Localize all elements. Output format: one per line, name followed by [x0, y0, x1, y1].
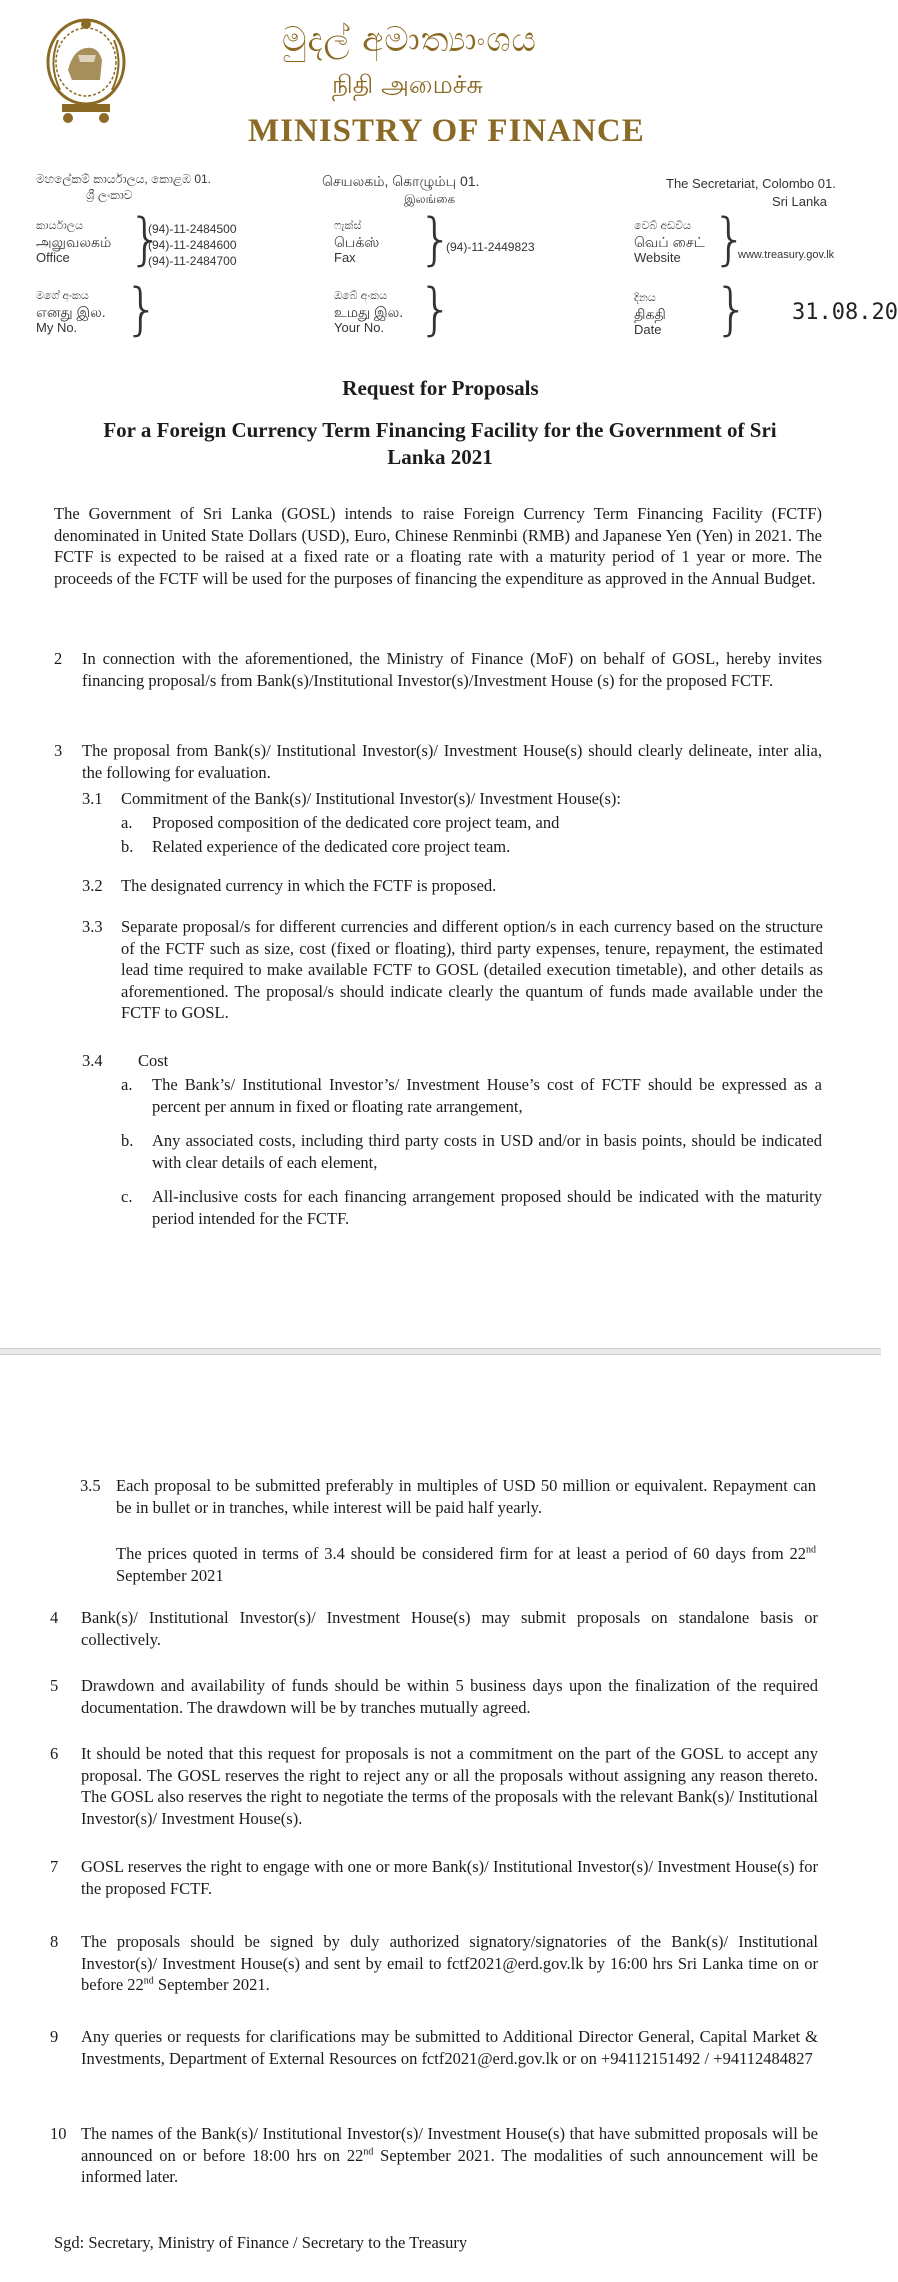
para-5-number: 5: [50, 1676, 59, 1695]
office-phone-3: (94)-11-2484700: [148, 254, 237, 268]
section-3-3-text: Separate proposal/s for different currencies and different option/s in each currency based on the structure of the FCTF such as size, cost (fixed or floating), third party expenses, tenure, repayment, the estimated lead time required to make available FCTF to GOSL (detailed execution timetable), and other details as aforementioned. The proposal/s should indicate clearly the quantum of funds made available under the FCTF to GOSL.: [121, 917, 823, 1022]
date-value: 31.08.20: [792, 300, 898, 325]
fax-brace: }: [418, 207, 454, 272]
address-tamil-line2: இலங்கை: [404, 192, 456, 206]
document-subtitle: For a Foreign Currency Term Financing Facility for the Government of Sri Lanka 2021: [103, 418, 777, 469]
para-3-text: The proposal from Bank(s)/ Institutional Investor(s)/ Investment House(s) should clearly delineate, inter alia, the following for evaluation.: [82, 741, 822, 782]
fax-label: ෆැක්ස් பெக்ஸ் Fax: [334, 220, 380, 265]
para-7-text: GOSL reserves the right to engage with one or more Bank(s)/ Institutional Investor(s)/ Investment House(s) for the proposed FCTF.: [81, 1857, 818, 1898]
section-3-4-a-number: a.: [121, 1075, 133, 1094]
para-8-text: The proposals should be signed by duly authorized signatory/signatories of the Bank(s)/ Institutional Investor(s)/ Investment House(s) and sent by email to fctf2021@erd.gov.lk by 16:00 hrs Sri Lanka time on or before 22nd September 2021.: [81, 1932, 818, 1994]
ministry-name-english: MINISTRY OF FINANCE: [248, 113, 645, 149]
section-3-4-b-number: b.: [121, 1131, 134, 1150]
your-no-brace: }: [418, 277, 454, 342]
section-3-4-c-number: c.: [121, 1187, 133, 1206]
sri-lanka-emblem-icon: [38, 10, 134, 128]
section-3-4-a-text: The Bank’s/ Institutional Investor’s/ Investment House’s cost of FCTF should be expressed as a percent per annum in fixed or floating rate arrangement,: [152, 1075, 822, 1116]
date-brace: }: [714, 277, 750, 342]
para-5-text: Drawdown and availability of funds should be within 5 business days upon the finalization of the required documentation. The drawdown will be by tranches mutually agreed.: [81, 1676, 818, 1717]
para-6-number: 6: [50, 1744, 59, 1763]
website-label: වෙබ් අඩවිය வெப் சைட் Website: [634, 220, 705, 265]
para-3-number: 3: [54, 741, 63, 760]
para-8-number: 8: [50, 1932, 59, 1951]
signature-line: Sgd: Secretary, Ministry of Finance / Secretary to the Treasury: [54, 2233, 468, 2252]
your-no-label: ඔබේ අංකය உமது இல. Your No.: [334, 290, 404, 335]
para-4-number: 4: [50, 1608, 59, 1627]
section-3-1-b-text: Related experience of the dedicated core project team.: [152, 837, 511, 856]
section-3-5-prices: The prices quoted in terms of 3.4 should be considered firm for at least a period of 60 days from 22nd September 2021: [116, 1544, 816, 1585]
section-3-3-number: 3.3: [82, 917, 103, 936]
para-2-text: In connection with the aforementioned, the Ministry of Finance (MoF) on behalf of GOSL, hereby invites financing proposal/s from Bank(s)/Institutional Investor(s)/Investment House (s) for the proposed FCTF.: [82, 649, 822, 690]
intro-paragraph: The Government of Sri Lanka (GOSL) intends to raise Foreign Currency Term Financing Facility (FCTF) denominated in United State Dollars (USD), Euro, Chinese Renminbi (RMB) and Japanese Yen (Yen) in 2021. The FCTF is expected to be raised at a fixed rate or a floating rate with a maturity period of 1 year or more. The proceeds of the FCTF will be used for the purposes of financing the expenditure as approved in the Annual Budget.: [54, 504, 822, 588]
address-sinhala-line1: මහලේකම් කාර්යාලය, කොළඹ 01.: [36, 172, 212, 186]
section-3-4-c-text: All-inclusive costs for each financing arrangement proposed should be indicated with the maturity period intended for the FCTF.: [152, 1187, 822, 1228]
para-2-number: 2: [54, 649, 63, 668]
para-7-number: 7: [50, 1857, 59, 1876]
para-6-text: It should be noted that this request for proposals is not a commitment on the part of the GOSL to accept any proposal. The GOSL reserves the right to reject any or all the proposals without assigning any reason thereto. The GOSL also reserves the right to negotiate the terms of the proposals with the relevant Bank(s)/ Institutional Investor(s)/ Investment House(s).: [81, 1744, 818, 1828]
para-9-text: Any queries or requests for clarifications may be submitted to Additional Director General, Capital Market & Investments, Department of External Resources on fctf2021@erd.gov.lk or on +94112151492 / +94112484827: [81, 2027, 818, 2068]
my-no-label: මගේ අංකය எனது இல. My No.: [36, 290, 106, 335]
para-9-number: 9: [50, 2027, 59, 2046]
section-3-2-text: The designated currency in which the FCTF is proposed.: [121, 876, 497, 895]
section-3-1-number: 3.1: [82, 789, 103, 808]
section-3-4-text: Cost: [138, 1051, 169, 1070]
para-10-number: 10: [50, 2124, 67, 2143]
website-url: www.treasury.gov.lk: [738, 249, 835, 261]
section-3-1-text: Commitment of the Bank(s)/ Institutional Investor(s)/ Investment House(s):: [121, 789, 621, 808]
section-3-2-number: 3.2: [82, 876, 103, 895]
para-10-text: The names of the Bank(s)/ Institutional Investor(s)/ Investment House(s) that have submitted proposals will be announced on or before 18:00 hrs on 22nd September 2021. The modalities of such announcement will be informed later.: [81, 2124, 818, 2186]
office-label: කාර්යාලය அலுவலகம் Office: [36, 220, 112, 265]
page-separator: [0, 1348, 881, 1355]
document-title: Request for Proposals: [342, 376, 539, 400]
section-3-1-b-number: b.: [121, 837, 134, 856]
office-brace: }: [128, 207, 164, 272]
section-3-1-a-text: Proposed composition of the dedicated core project team, and: [152, 813, 560, 832]
section-3-5-number: 3.5: [80, 1476, 101, 1495]
fax-number: (94)-11-2449823: [446, 240, 535, 254]
date-label: දිනය திகதி Date: [634, 292, 666, 337]
address-tamil-line1: செயலகம், கொழும்பு 01.: [322, 173, 480, 189]
address-sinhala-line2: ශ්‍රී ලංකාව: [86, 188, 133, 202]
para-4-text: Bank(s)/ Institutional Investor(s)/ Investment House(s) may submit proposals on standalone basis or collectively.: [81, 1608, 818, 1649]
section-3-5-text: Each proposal to be submitted preferably in multiples of USD 50 million or equivalent. Repayment can be in bullet or in tranches, while interest will be paid half yearly.: [116, 1476, 816, 1517]
office-phone-1: (94)-11-2484500: [148, 222, 237, 236]
office-phone-2: (94)-11-2484600: [148, 238, 237, 252]
ministry-name-tamil: நிதி அமைச்சு: [332, 70, 483, 99]
address-english-line1: The Secretariat, Colombo 01.: [666, 176, 836, 191]
website-brace: }: [712, 207, 748, 272]
ministry-name-sinhala: මුදල් අමාත්‍යාංශය: [282, 20, 537, 60]
section-3-4-b-text: Any associated costs, including third party costs in USD and/or in basis points, should be indicated with clear details of each element,: [152, 1131, 822, 1172]
my-no-brace: }: [124, 277, 160, 342]
section-3-4-number: 3.4: [82, 1051, 103, 1070]
address-english-line2: Sri Lanka: [772, 194, 827, 209]
section-3-1-a-number: a.: [121, 813, 133, 832]
